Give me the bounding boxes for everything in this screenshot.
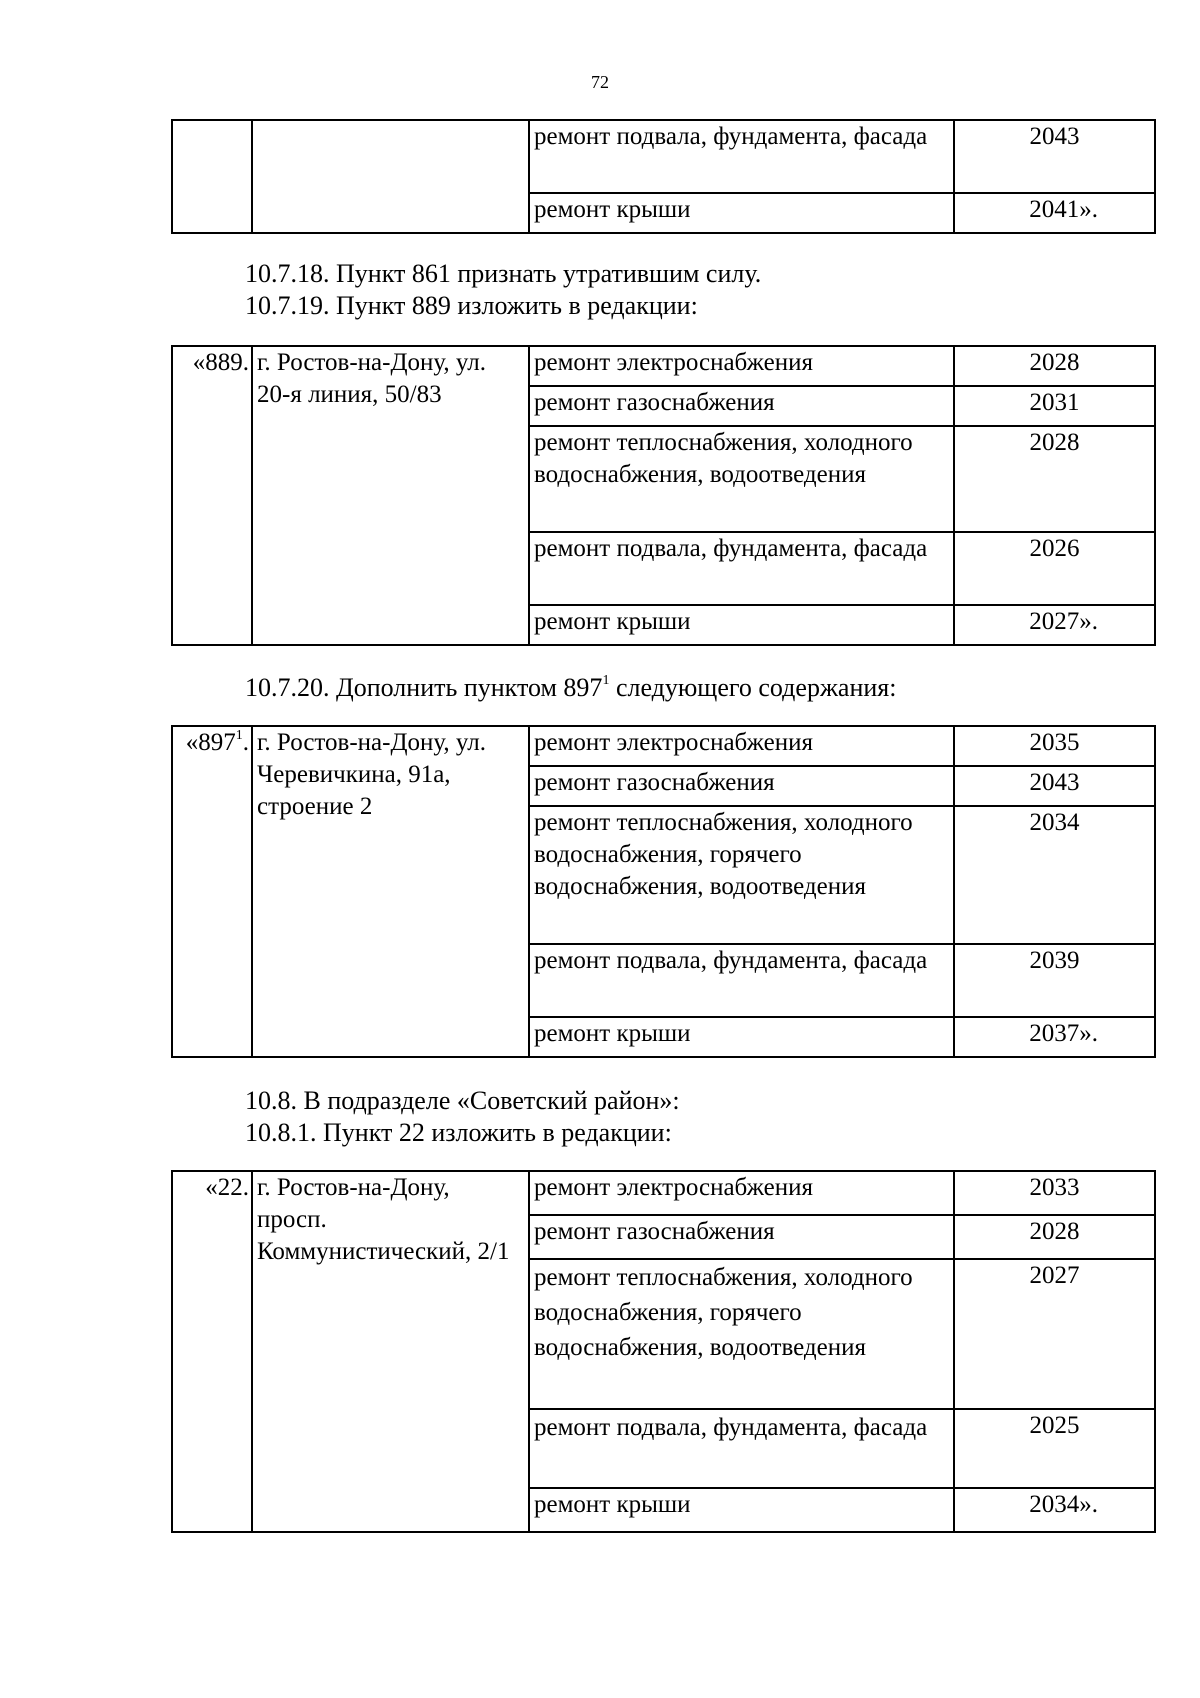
year-cell: 2034».	[954, 1488, 1155, 1532]
year-cell: 2043	[954, 120, 1155, 193]
paragraph	[245, 672, 896, 704]
address-cell: г. Ростов-на-Дону, ул. 20-я линия, 50/83	[252, 346, 529, 645]
paragraph-text: следующего содержания:	[609, 673, 897, 702]
work-cell: ремонт газоснабжения	[529, 766, 954, 806]
table-item-889	[171, 345, 1156, 646]
work-cell: ремонт подвала, фундамента, фасада	[529, 1409, 954, 1488]
work-cell: ремонт крыши	[529, 1017, 954, 1057]
paragraph: 10.8. В подразделе «Советский район»:	[245, 1086, 680, 1115]
table-continuation	[171, 119, 1156, 234]
item-number: «897	[185, 729, 236, 756]
year-cell: 2027	[954, 1259, 1155, 1409]
item-number-cell: «889.	[172, 346, 252, 645]
work-cell: ремонт газоснабжения	[529, 386, 954, 426]
work-cell: ремонт крыши	[529, 1488, 954, 1532]
paragraph-text: 10.7.20. Дополнить пунктом 897	[245, 673, 603, 702]
address-cell	[252, 120, 529, 233]
address-cell: г. Ростов-на-Дону, просп. Коммунистический, 2/1	[252, 1171, 529, 1532]
year-cell: 2039	[954, 944, 1155, 1017]
year-cell: 2041».	[954, 193, 1155, 233]
year-cell: 2033	[954, 1171, 1155, 1215]
work-cell: ремонт теплоснабжения, холодного водоснабжения, водоотведения	[529, 426, 954, 532]
address-cell: г. Ростов-на-Дону, ул. Черевичкина, 91а, строение 2	[252, 726, 529, 1057]
year-cell: 2026	[954, 532, 1155, 605]
table-row	[172, 346, 1155, 386]
year-cell: 2034	[954, 806, 1155, 944]
work-cell: ремонт подвала, фундамента, фасада	[529, 532, 954, 605]
year-cell: 2043	[954, 766, 1155, 806]
work-cell: ремонт электроснабжения	[529, 1171, 954, 1215]
number-cell	[172, 120, 252, 233]
table-item-8971	[171, 725, 1156, 1058]
work-cell: ремонт подвала, фундамента, фасада	[529, 944, 954, 1017]
superscript: 1	[235, 728, 243, 743]
work-cell: ремонт крыши	[529, 605, 954, 645]
work-cell: ремонт теплоснабжения, холодного водоснабжения, горячего водоснабжения, водоотведения	[529, 1259, 954, 1409]
year-cell: 2031	[954, 386, 1155, 426]
item-number-dot: .	[242, 729, 249, 756]
item-number-cell: «22.	[172, 1171, 252, 1532]
work-cell: ремонт электроснабжения	[529, 726, 954, 766]
paragraph: 10.7.19. Пункт 889 изложить в редакции:	[245, 291, 698, 320]
year-cell: 2037».	[954, 1017, 1155, 1057]
table-item-22	[171, 1170, 1156, 1533]
table-row	[172, 726, 1155, 766]
work-cell: ремонт теплоснабжения, холодного водоснабжения, горячего водоснабжения, водоотведения	[529, 806, 954, 944]
year-cell: 2028	[954, 346, 1155, 386]
page-number: 72	[591, 72, 609, 92]
table-row	[172, 120, 1155, 193]
year-cell: 2028	[954, 1215, 1155, 1259]
paragraph: 10.7.18. Пункт 861 признать утратившим силу.	[245, 259, 762, 288]
superscript: 1	[602, 673, 610, 688]
item-number-cell	[172, 726, 252, 1057]
work-cell: ремонт газоснабжения	[529, 1215, 954, 1259]
paragraph: 10.8.1. Пункт 22 изложить в редакции:	[245, 1118, 672, 1147]
work-cell: ремонт электроснабжения	[529, 346, 954, 386]
year-cell: 2027».	[954, 605, 1155, 645]
year-cell: 2035	[954, 726, 1155, 766]
table-row	[172, 1171, 1155, 1215]
work-cell: ремонт крыши	[529, 193, 954, 233]
year-cell: 2028	[954, 426, 1155, 532]
work-cell: ремонт подвала, фундамента, фасада	[529, 120, 954, 193]
year-cell: 2025	[954, 1409, 1155, 1488]
